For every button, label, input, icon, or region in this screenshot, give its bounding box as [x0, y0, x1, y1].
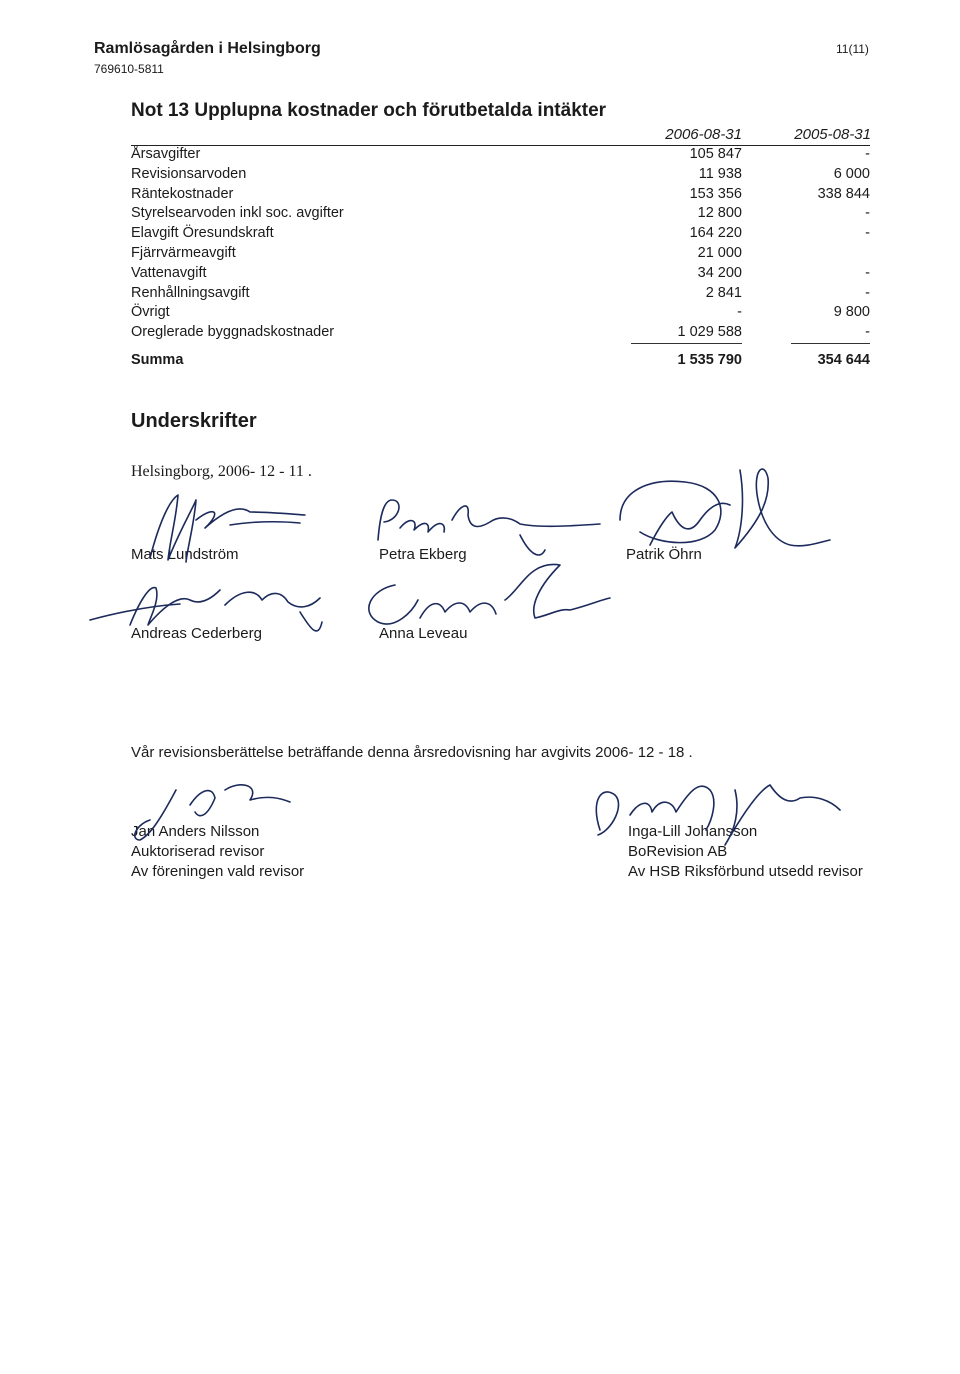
row-value-2005: - [865, 324, 870, 341]
row-label: Årsavgifter [131, 146, 201, 162]
org-number: 769610-5811 [94, 62, 164, 76]
row-value-2005: 6 000 [833, 165, 870, 182]
table-row [131, 185, 870, 205]
signature-anna-leveau [369, 564, 610, 624]
row-value-2006: 1 029 588 [631, 323, 742, 343]
place-date: Helsingborg, 2006- 12 - 11 . [131, 463, 312, 480]
row-value-2005: 9 800 [833, 304, 870, 321]
audit-statement: Vår revisionsberättelse beträffande denna årsredovisning har avgivits 2006- 12 - 18 . [131, 744, 693, 761]
auditor-role: Auktoriserad revisor [131, 843, 265, 860]
row-value-2006: - [737, 304, 742, 321]
row-label: Renhållningsavgift [131, 284, 250, 301]
table-row [131, 204, 870, 224]
sum-value-2005: 354 644 [817, 351, 870, 368]
signer-name: Mats Lundström [131, 546, 239, 563]
table-row [131, 303, 870, 323]
row-value-2005: - [865, 284, 870, 301]
row-value-2006: 11 938 [698, 165, 742, 182]
sum-rule-2005 [791, 343, 870, 344]
row-value-2006: 105 847 [689, 146, 742, 162]
signer-name: Andreas Cederberg [131, 625, 262, 642]
table-row [131, 165, 870, 185]
row-value-2005: - [865, 146, 870, 162]
table-row [131, 145, 870, 165]
auditor-appointment: Av föreningen vald revisor [131, 863, 305, 880]
signer-name: Petra Ekberg [379, 546, 467, 563]
row-value-2005: - [865, 205, 870, 222]
row-value-2006: 34 200 [697, 264, 742, 281]
row-value-2005 [742, 244, 870, 264]
sum-row [131, 343, 870, 376]
row-value-2006: 12 800 [697, 205, 742, 222]
row-value-2005: - [865, 225, 870, 242]
row-label: Räntekostnader [131, 185, 234, 202]
table-row [131, 264, 870, 284]
table-row [131, 224, 870, 244]
row-value-2005: 338 844 [817, 185, 870, 202]
column-header-2006: 2006-08-31 [665, 126, 742, 143]
table-row [131, 284, 870, 304]
row-label: Övrigt [131, 304, 170, 321]
row-value-2006: 2 841 [705, 284, 742, 301]
signatures-heading: Underskrifter [131, 410, 257, 432]
auditor-name: Inga-Lill Johansson [628, 823, 758, 840]
row-value-2006: 153 356 [689, 185, 742, 202]
sum-value-2006: 1 535 790 [677, 351, 742, 368]
signature-patrik-ohrn [620, 469, 830, 548]
table-row [131, 323, 870, 343]
signer-name: Patrik Öhrn [626, 546, 702, 563]
note-title: Not 13 Upplupna kostnader och förutbetalda intäkter [131, 100, 607, 121]
signer-name: Anna Leveau [379, 625, 468, 642]
auditor-right [628, 822, 863, 882]
row-label: Vattenavgift [131, 264, 207, 281]
row-value-2006: 164 220 [689, 225, 742, 242]
row-value-2005: - [865, 264, 870, 281]
row-label: Revisionsarvoden [131, 165, 247, 182]
auditor-name: Jan Anders Nilsson [131, 823, 260, 840]
accrued-expenses-table [131, 145, 870, 376]
row-label: Elavgift Öresundskraft [131, 225, 274, 242]
row-value-2006: 21 000 [697, 244, 742, 261]
auditor-role: BoRevision AB [628, 843, 728, 860]
page-number: 11(11) [836, 42, 869, 56]
row-label: Styrelsearvoden inkl soc. avgifter [131, 205, 344, 222]
company-name: Ramlösagården i Helsingborg [94, 40, 321, 57]
auditor-left [131, 822, 304, 882]
row-label: Fjärrvärmeavgift [131, 244, 236, 261]
auditor-appointment: Av HSB Riksförbund utsedd revisor [628, 863, 863, 880]
table-row [131, 244, 870, 264]
column-header-2005: 2005-08-31 [794, 126, 871, 143]
sum-label: Summa [131, 351, 184, 368]
row-label: Oreglerade byggnadskostnader [131, 324, 335, 341]
